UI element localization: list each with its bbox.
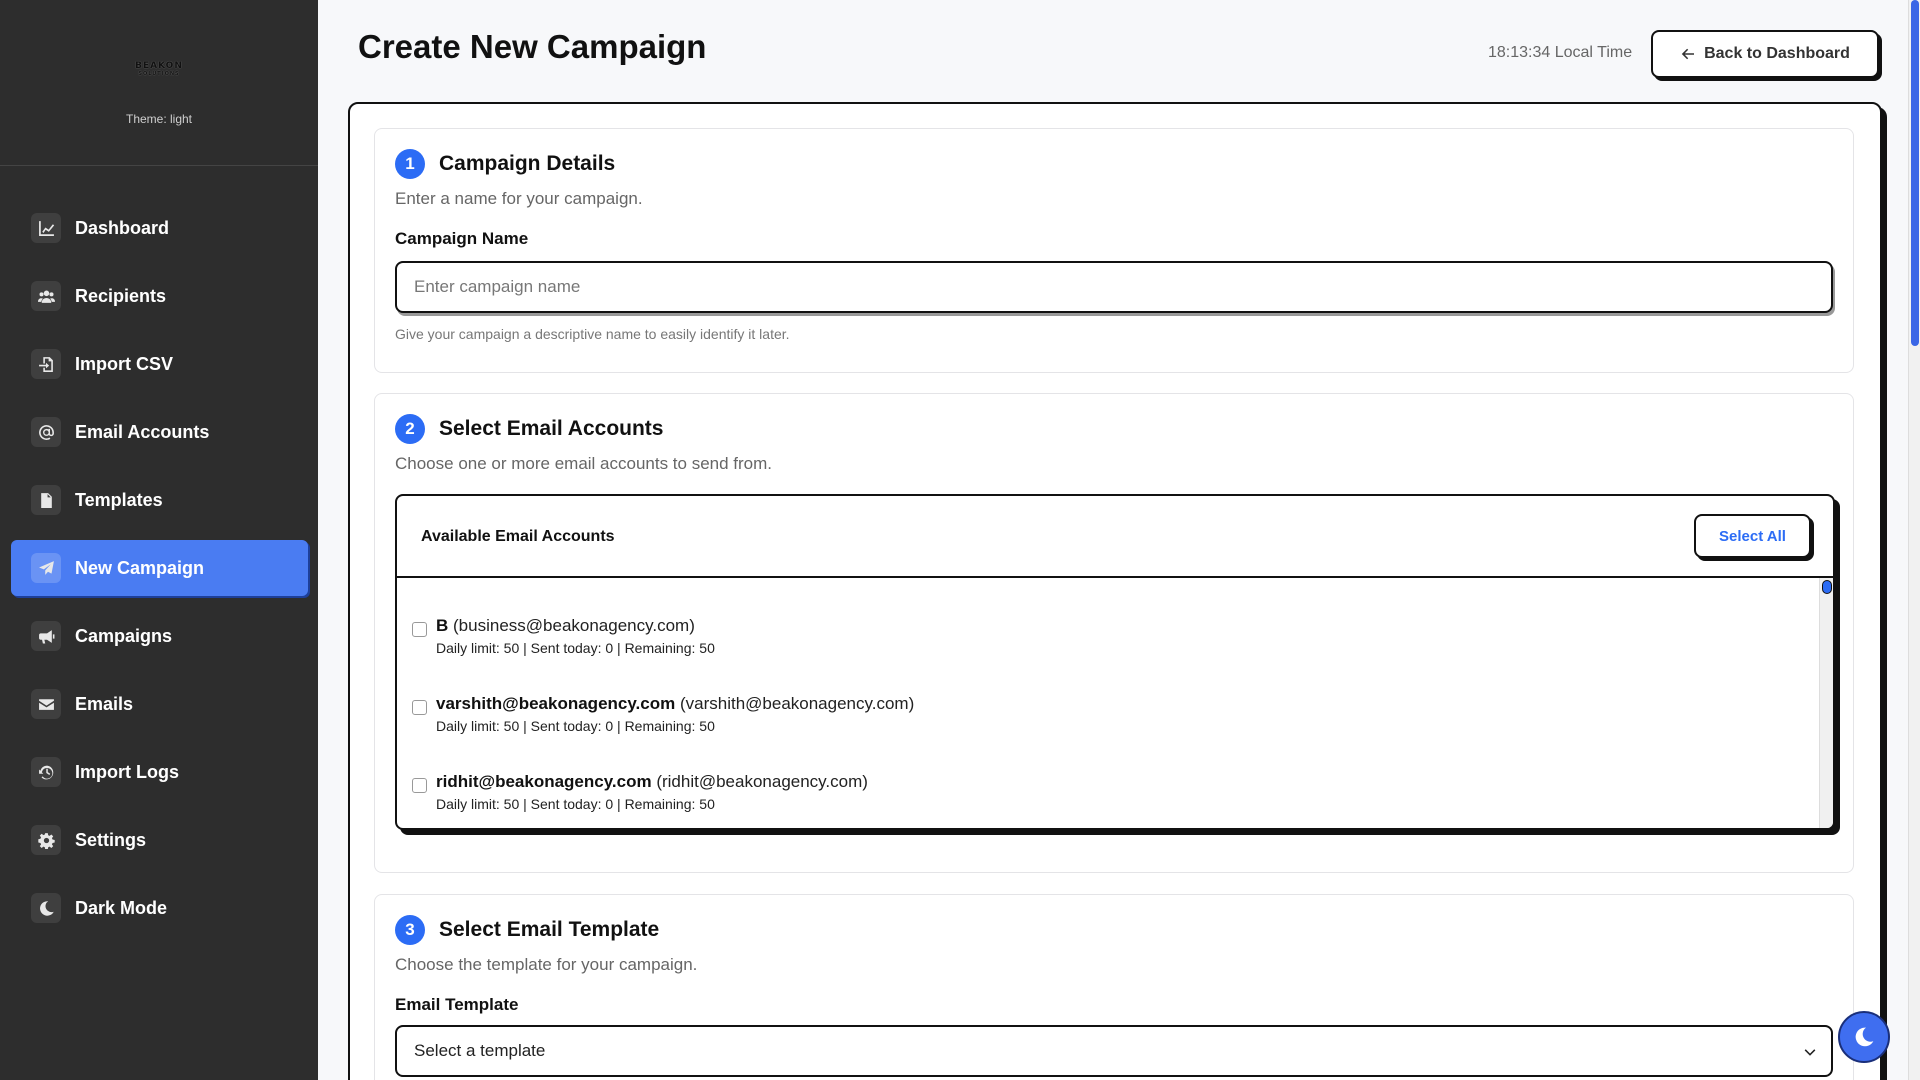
paper-plane-icon bbox=[31, 553, 61, 583]
available-accounts-box bbox=[395, 494, 1835, 830]
accounts-list-scrollbar[interactable] bbox=[1819, 578, 1833, 828]
email-accounts-section bbox=[374, 393, 1854, 873]
sidebar-item-campaigns[interactable] bbox=[11, 608, 308, 664]
page-scroll-thumb[interactable] bbox=[1911, 0, 1919, 346]
brand bbox=[0, 0, 318, 166]
sidebar-item-label: New Campaign bbox=[75, 557, 205, 578]
back-to-dashboard-label: Back to Dashboard bbox=[1704, 45, 1850, 62]
local-time: 18:13:34 Local Time bbox=[1488, 44, 1633, 61]
page-scrollbar[interactable] bbox=[1908, 0, 1920, 1080]
account-stats: Daily limit: 50 | Sent today: 0 | Remaining: 50 bbox=[436, 796, 715, 812]
moon-icon bbox=[31, 893, 61, 923]
theme-toggle-button[interactable] bbox=[1838, 1011, 1890, 1063]
sidebar bbox=[0, 0, 318, 1080]
main-content bbox=[318, 0, 1908, 1080]
section-title: Campaign Details bbox=[439, 152, 616, 175]
campaign-name-label: Campaign Name bbox=[395, 229, 529, 248]
file-import-icon bbox=[31, 349, 61, 379]
sidebar-item-label: Email Accounts bbox=[75, 421, 210, 442]
sidebar-item-import-logs[interactable] bbox=[11, 744, 308, 800]
account-checkbox[interactable] bbox=[412, 778, 427, 793]
campaign-form-card bbox=[348, 102, 1882, 1080]
account-stats: Daily limit: 50 | Sent today: 0 | Remaining: 50 bbox=[436, 640, 715, 656]
sidebar-item-recipients[interactable] bbox=[11, 268, 308, 324]
account-name: varshith@beakonagency.com bbox=[436, 694, 676, 713]
sidebar-item-label: Import Logs bbox=[75, 761, 179, 782]
sidebar-item-emails[interactable] bbox=[11, 676, 308, 732]
email-template-label: Email Template bbox=[395, 995, 519, 1014]
sidebar-item-label: Campaigns bbox=[75, 625, 173, 646]
account-name: B bbox=[436, 616, 449, 635]
sidebar-item-settings[interactable] bbox=[11, 812, 308, 868]
section-title: Select Email Template bbox=[439, 918, 660, 941]
arrow-left-icon bbox=[1680, 46, 1696, 62]
sidebar-nav bbox=[0, 166, 318, 936]
accounts-list-scroll-thumb[interactable] bbox=[1822, 580, 1832, 594]
sidebar-item-label: Dashboard bbox=[75, 217, 170, 238]
account-title bbox=[436, 694, 914, 714]
megaphone-icon bbox=[31, 621, 61, 651]
account-email: (ridhit@beakonagency.com) bbox=[656, 772, 868, 791]
brand-logo[interactable] bbox=[135, 62, 183, 78]
sidebar-item-label: Settings bbox=[75, 829, 147, 850]
chevron-down-icon bbox=[1803, 1045, 1817, 1059]
email-template-select[interactable] bbox=[395, 1025, 1833, 1077]
section-title: Select Email Accounts bbox=[439, 417, 664, 440]
sidebar-item-email-accounts[interactable] bbox=[11, 404, 308, 460]
available-accounts-header bbox=[397, 496, 1833, 578]
step-badge: 3 bbox=[395, 915, 425, 945]
account-name: ridhit@beakonagency.com bbox=[436, 772, 652, 791]
campaign-name-input[interactable] bbox=[395, 261, 1833, 313]
at-sign-icon bbox=[31, 417, 61, 447]
select-all-button[interactable]: Select All bbox=[1694, 514, 1811, 558]
envelope-icon bbox=[31, 689, 61, 719]
email-template-selected: Select a template bbox=[414, 1041, 546, 1060]
step-badge: 1 bbox=[395, 149, 425, 179]
account-title bbox=[436, 772, 868, 792]
sidebar-item-dark-mode[interactable] bbox=[11, 880, 308, 936]
email-accounts-header bbox=[395, 414, 663, 444]
sidebar-item-label: Dark Mode bbox=[75, 897, 168, 918]
campaign-details-header bbox=[395, 149, 615, 179]
account-stats: Daily limit: 50 | Sent today: 0 | Remaining: 50 bbox=[436, 718, 715, 734]
email-template-section bbox=[374, 894, 1854, 1080]
email-template-header bbox=[395, 915, 659, 945]
sidebar-item-import-csv[interactable] bbox=[11, 336, 308, 392]
page-title: Create New Campaign bbox=[358, 28, 707, 65]
sidebar-item-new-campaign[interactable] bbox=[11, 540, 308, 596]
brand-logo-text: BEAKON bbox=[135, 61, 183, 71]
sidebar-item-label: Recipients bbox=[75, 285, 167, 306]
account-email: (business@beakonagency.com) bbox=[453, 616, 695, 635]
campaign-name-hint: Give your campaign a descriptive name to easily identify it later. bbox=[395, 326, 790, 342]
account-checkbox[interactable] bbox=[412, 622, 427, 637]
history-icon bbox=[31, 757, 61, 787]
account-title bbox=[436, 616, 695, 636]
back-to-dashboard-button[interactable] bbox=[1651, 30, 1879, 78]
sidebar-item-label: Import CSV bbox=[75, 353, 174, 374]
theme-label: Theme: light bbox=[125, 112, 193, 126]
section-description: Choose the template for your campaign. bbox=[395, 955, 698, 974]
step-badge: 2 bbox=[395, 414, 425, 444]
campaign-name-placeholder: Enter campaign name bbox=[414, 277, 581, 296]
sidebar-item-dashboard[interactable] bbox=[11, 200, 308, 256]
available-accounts-title: Available Email Accounts bbox=[421, 528, 615, 545]
section-description: Choose one or more email accounts to send from. bbox=[395, 454, 773, 473]
sidebar-item-templates[interactable] bbox=[11, 472, 308, 528]
users-icon bbox=[31, 281, 61, 311]
brand-logo-subtext: SOLUTIONS bbox=[138, 71, 180, 77]
accounts-list bbox=[397, 578, 1833, 828]
file-text-icon bbox=[31, 485, 61, 515]
campaign-details-section bbox=[374, 128, 1854, 373]
gear-icon bbox=[31, 825, 61, 855]
account-checkbox[interactable] bbox=[412, 700, 427, 715]
chart-line-icon bbox=[31, 213, 61, 243]
moon-icon bbox=[1853, 1026, 1875, 1048]
sidebar-item-label: Templates bbox=[75, 489, 163, 510]
account-email: (varshith@beakonagency.com) bbox=[679, 694, 915, 713]
section-description: Enter a name for your campaign. bbox=[395, 189, 643, 208]
sidebar-item-label: Emails bbox=[75, 693, 134, 714]
